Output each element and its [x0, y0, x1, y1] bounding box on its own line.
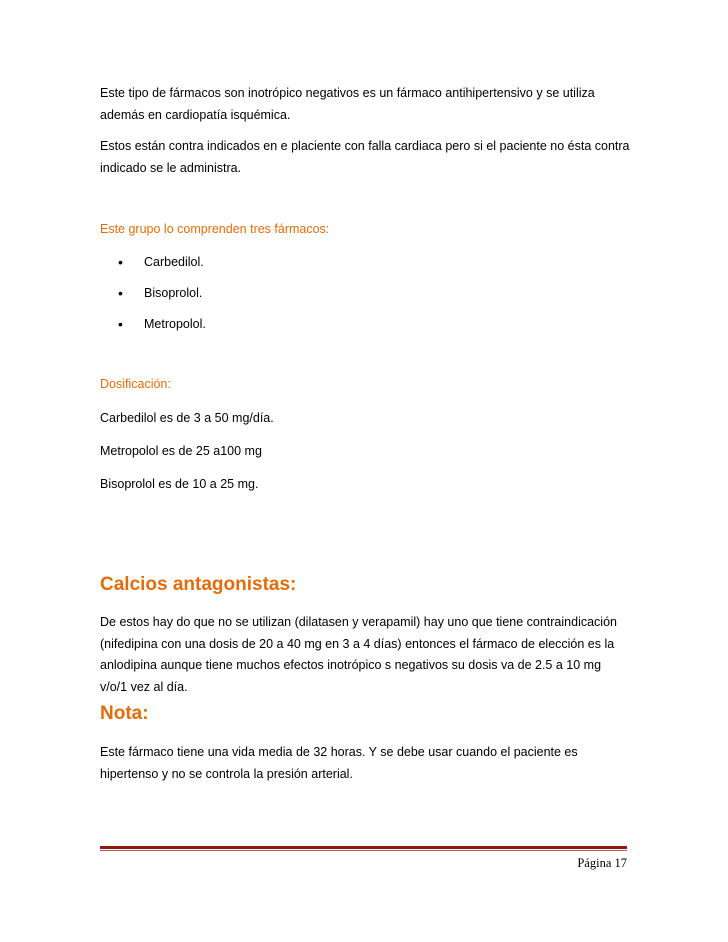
drug-list: [118, 252, 206, 345]
nota-paragraph: Este fármaco tiene una vida media de 32 horas. Y se debe usar cuando el paciente es hipertenso y no se controla la presión arterial.: [100, 745, 578, 781]
list-item: [118, 252, 206, 283]
calcios-paragraph: De estos hay do que no se utilizan (dilatasen y verapamil) hay uno que tiene contraindicación (nifedipina con una dosis de 20 a 40 mg en 3 a 4 días) entonces el fármaco de elección es la anlodipina aunque tiene muchos efectos inotrópico s negativos su dosis va de 2.5 a 10 mg v/o/1 vez al día.: [100, 615, 617, 694]
group-heading: Este grupo lo comprenden tres fármacos:: [100, 222, 330, 236]
dose-carbedilol: Carbedilol es de 3 a 50 mg/día.: [100, 411, 274, 425]
dose-bisoprolol: Bisoprolol es de 10 a 25 mg.: [100, 477, 259, 491]
list-item: [118, 314, 206, 345]
nota-heading: Nota:: [100, 703, 149, 724]
bullet-icon: •: [118, 316, 123, 332]
paragraph-contraindications: Estos están contra indicados en e placiente con falla cardiaca pero si el paciente no ésta contra indicado se le administra.: [100, 139, 630, 175]
calcios-heading: Calcios antagonistas:: [100, 574, 297, 595]
drug-name: Metropolol.: [144, 317, 206, 331]
bullet-icon: •: [118, 254, 123, 270]
dosificacion-heading: Dosificación:: [100, 377, 171, 391]
dose-metropolol: Metropolol es de 25 a100 mg: [100, 444, 262, 458]
footer-rule-thin: [100, 850, 627, 851]
paragraph-betablockers-intro: Este tipo de fármacos son inotrópico negativos es un fármaco antihipertensivo y se utiliza además en cardiopatía isquémica.: [100, 86, 595, 122]
drug-name: Bisoprolol.: [144, 286, 203, 300]
list-item: [118, 283, 206, 314]
page-number: Página 17: [577, 856, 627, 870]
bullet-icon: •: [118, 285, 123, 301]
drug-name: Carbedilol.: [144, 255, 204, 269]
footer-rule: [100, 846, 627, 849]
